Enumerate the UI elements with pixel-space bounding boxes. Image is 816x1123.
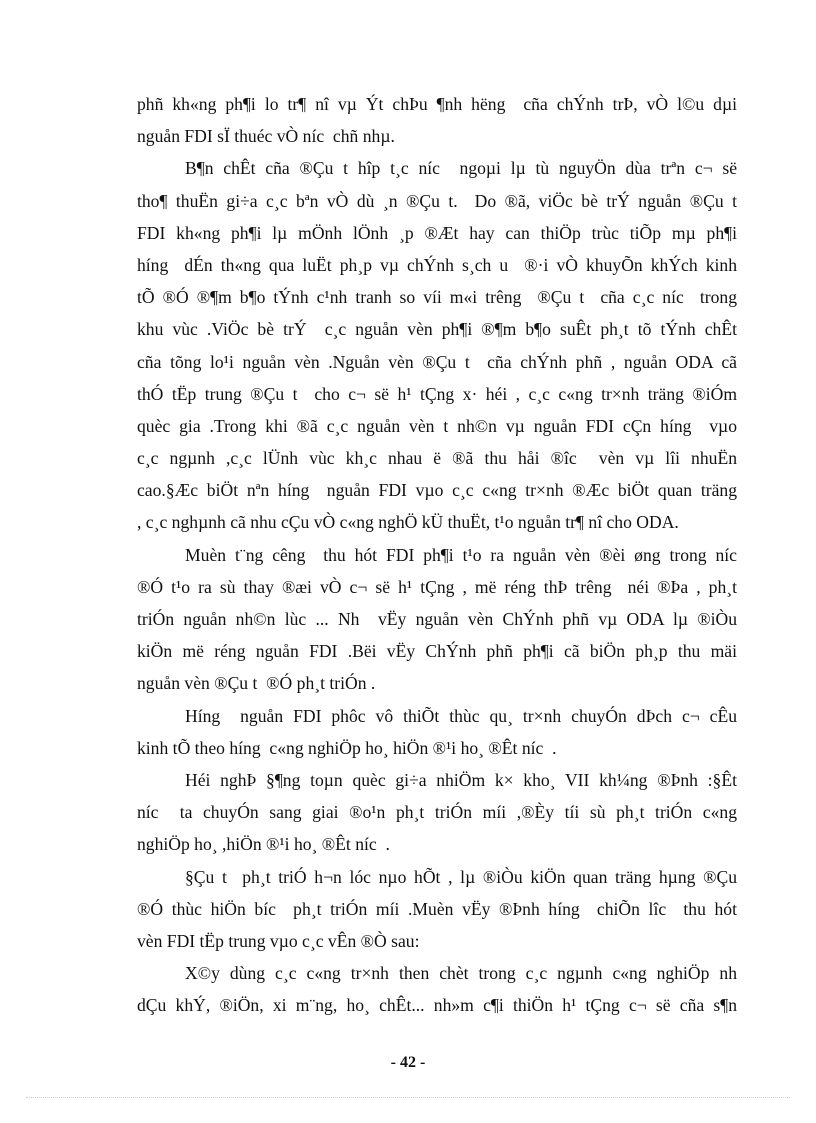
page-number: - 42 - bbox=[390, 1054, 426, 1071]
text-line: Héi nghÞ §¶ng toµn quèc gi÷a nhiÖm k× kho¸ VII kh¼ng ®Þnh :§Êt bbox=[185, 769, 737, 790]
body-text bbox=[137, 88, 737, 1021]
text-line: tÕ ®Ó ®¶m b¶o tÝnh c¹nh tranh so víi m«i trêng ®Çu t cña c¸c níc trong bbox=[137, 287, 737, 308]
page-divider bbox=[26, 1097, 790, 1098]
text-line: khu vùc .ViÖc bè trÝ c¸c nguån vèn ph¶i ®¶m b¶o suÊt ph¸t tõ tÝnh chÊt bbox=[137, 319, 737, 340]
text-line: c¸c ngµnh ,c¸c lÜnh vùc kh¸c nhau ë ®ã thu håi ®îc vèn vµ lîi nhuËn bbox=[137, 448, 737, 469]
text-line: cña tõng lo¹i nguån vèn .Nguån vèn ®Çu t cña chÝnh phñ , nguån ODA cã bbox=[137, 351, 737, 372]
text-line: B¶n chÊt cña ®Çu t hîp t¸c níc ngoµi lµ tù nguyÖn dùa trªn c¬ së bbox=[185, 158, 737, 179]
text-line: ®Ó thùc hiÖn bíc ph¸t triÓn míi .Muèn vËy ®Þnh híng chiÕn lîc thu hót bbox=[137, 898, 737, 919]
text-line: §Çu t ph¸t triÓ h¬n lóc nµo hÕt , lµ ®iÒu kiÖn quan träng hµng ®Çu bbox=[185, 866, 737, 887]
text-line: FDI kh«ng ph¶i lµ mÖnh lÖnh ¸p ®Æt hay can thiÖp trùc tiÕp mµ ph¶i bbox=[137, 222, 737, 243]
text-line: kinh tÕ theo híng c«ng nghiÖp ho¸ hiÖn ®¹i ho¸ ®Êt níc . bbox=[137, 737, 557, 758]
text-line: X©y dùng c¸c c«ng tr×nh then chèt trong c¸c ngµnh c«ng nghiÖp nh bbox=[185, 963, 737, 984]
text-line: tho¶ thuËn gi÷a c¸c bªn vÒ dù ¸n ®Çu t. Do ®ã, viÖc bè trÝ nguån ®Çu t bbox=[137, 190, 737, 211]
text-line: Híng nguån FDI phôc vô thiÕt thùc qu¸ tr×nh chuyÓn dÞch c¬ cÊu bbox=[185, 705, 737, 726]
text-line: kiÖn më réng nguån FDI .Bëi vËy ChÝnh phñ ph¶i cã biÖn ph¸p thu mäi bbox=[137, 641, 737, 662]
text-line: níc ta chuyÓn sang giai ®o¹n ph¸t triÓn míi ,®Èy tíi sù ph¸t triÓn c«ng bbox=[137, 802, 737, 823]
text-line: híng dÉn th«ng qua luËt ph¸p vµ chÝnh s¸ch u ®·i vÒ khuyÕn khÝch kinh bbox=[137, 254, 737, 275]
text-line: vèn FDI tËp trung vµo c¸c vÊn ®Ò sau: bbox=[137, 930, 420, 951]
text-line: cao.§Æc biÖt nªn híng nguån FDI vµo c¸c c«ng tr×nh ®Æc biÖt quan träng bbox=[137, 480, 737, 501]
text-line: , c¸c nghµnh cã nhu cÇu vÒ c«ng nghÖ kÜ thuËt, t¹o nguån tr¶ nî cho ODA. bbox=[137, 512, 679, 533]
text-line: phñ kh«ng ph¶i lo tr¶ nî vµ Ýt chÞu ¶nh hëng cña chÝnh trÞ, vÒ l©u dµi bbox=[137, 94, 737, 114]
text-line: dÇu khÝ, ®iÖn, xi m¨ng, ho¸ chÊt... nh»m c¶i thiÖn h¹ tÇng c¬ së cña s¶n bbox=[137, 995, 737, 1016]
text-line: nghiÖp ho¸ ,hiÖn ®¹i ho¸ ®Êt níc . bbox=[137, 834, 390, 855]
text-line: thÓ tËp trung ®Çu t cho c¬ së h¹ tÇng x· héi , c¸c c«ng tr×nh träng ®iÓm bbox=[137, 383, 737, 404]
text-line: nguån FDI sÏ thuéc vÒ níc chñ nhµ. bbox=[137, 126, 395, 147]
text-line: Muèn t¨ng cêng thu hót FDI ph¶i t¹o ra nguån vèn ®èi øng trong níc bbox=[185, 544, 737, 565]
text-line: ®Ó t¹o ra sù thay ®æi vÒ c¬ së h¹ tÇng , më réng thÞ trêng néi ®Þa , ph¸t bbox=[137, 576, 737, 597]
text-line: nguån vèn ®Çu t ®Ó ph¸t triÓn . bbox=[137, 673, 376, 694]
text-line: triÓn nguån nh©n lùc ... Nh vËy nguån vèn ChÝnh phñ vµ ODA lµ ®iÒu bbox=[137, 609, 737, 629]
text-line: quèc gia .Trong khi ®ã c¸c nguån vèn t nh©n vµ nguån FDI cÇn híng vµo bbox=[137, 415, 737, 436]
